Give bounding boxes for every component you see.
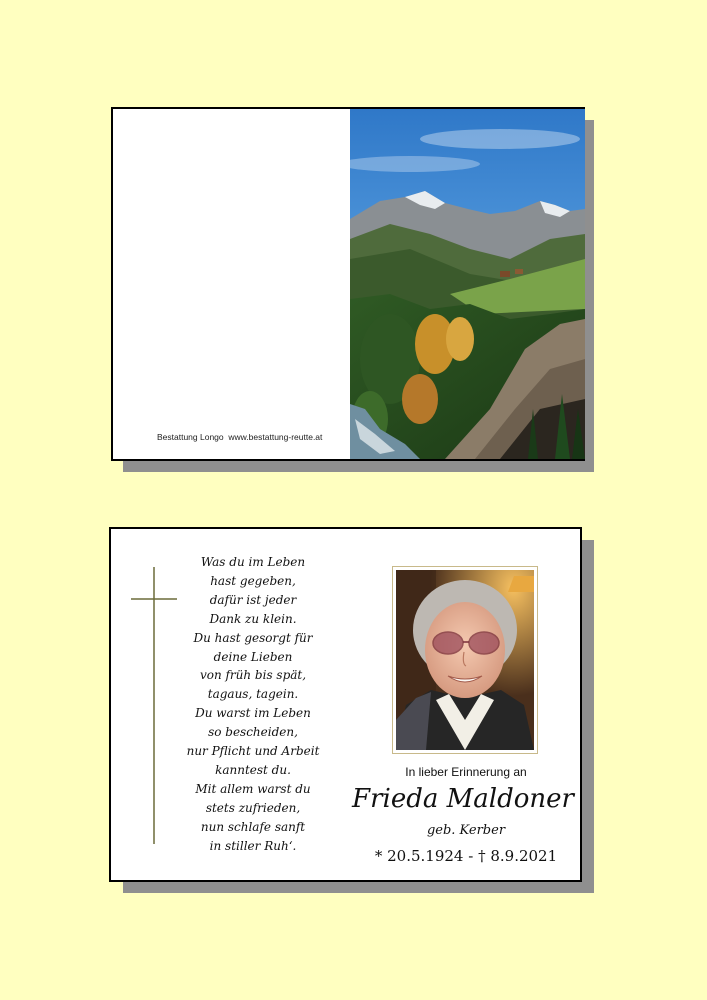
card-front (111, 107, 585, 461)
maiden-name: geb. Kerber (426, 823, 506, 838)
poem-line: Dank zu klein. (209, 611, 297, 626)
poem-line: deine Lieben (213, 649, 293, 664)
funeral-home-website: www.bestattung-reutte.at (228, 432, 323, 442)
cross-icon (131, 567, 177, 844)
poem-line: Du warst im Leben (195, 706, 311, 721)
portrait-frame (392, 566, 538, 754)
card-front-left-panel (113, 109, 349, 459)
memorial-poem (183, 553, 323, 856)
memory-line: In lieber Erinnerung an (405, 765, 527, 779)
poem-line: so bescheiden, (208, 725, 298, 740)
poem-line: stets zufrieden, (205, 800, 301, 815)
poem-line: nur Pflicht und Arbeit (186, 744, 320, 759)
poem-line: kanntest du. (215, 762, 291, 777)
poem-line: Du hast gesorgt für (193, 630, 313, 645)
poem-line: nun schlafe sanft (200, 819, 306, 834)
poem-line: in stiller Ruh‘. (209, 838, 297, 853)
poem-line: Was du im Leben (200, 555, 306, 569)
mountain-landscape-image (350, 109, 585, 459)
card-footer (157, 432, 322, 442)
life-dates: * 20.5.1924 - † 8.9.2021 (374, 847, 558, 865)
portrait-photo (396, 570, 534, 750)
poem-line: hast gegeben, (210, 573, 296, 588)
poem-line: von früh bis spät, (199, 668, 307, 683)
poem-line: dafür ist jeder (209, 592, 297, 607)
poem-line: tagaus, tagein. (207, 687, 299, 702)
card-inside (109, 527, 582, 882)
deceased-name: Frieda Maldoner (352, 784, 574, 814)
poem-line: Mit allem warst du (195, 781, 311, 796)
funeral-home-name: Bestattung Longo (157, 432, 224, 442)
